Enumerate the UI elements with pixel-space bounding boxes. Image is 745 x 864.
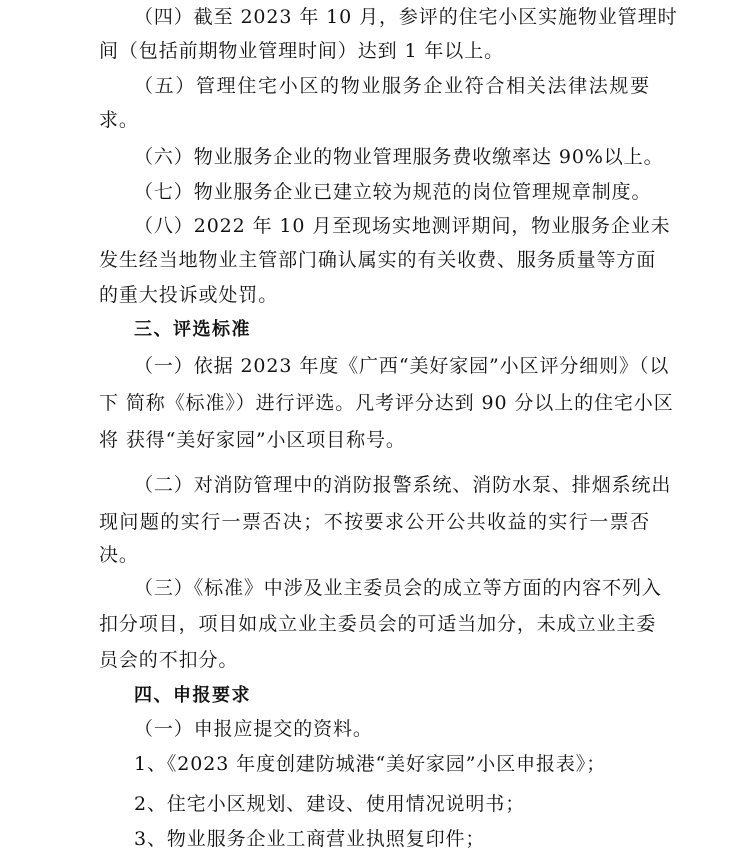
criteria-3-line-1: （三）《标准》中涉及业主委员会的成立等方面的内容不列入 [134,577,662,599]
criteria-1-line-2: 下 简称《标准》）进行评选。凡考评分达到 90 分以上的住宅小区 [99,392,674,414]
section-heading-4: 四、申报要求 [134,685,251,706]
paragraph-4-line-1: （四）截至 2023 年 10 月，参评的住宅小区实施物业管理时 [134,6,678,28]
paragraph-5-line-1: （五）管理住宅小区的物业服务企业符合相关法律法规要 [134,75,650,97]
paragraph-7: （七）物业服务企业已建立较为规范的岗位管理规章制度。 [134,181,652,203]
paragraph-8-line-2: 发生经当地物业主管部门确认属实的有关收费、服务质量等方面 [99,249,657,271]
criteria-2-line-3: 决。 [99,544,139,566]
required-document-2: 2、住宅小区规划、建设、使用情况说明书； [134,793,526,815]
paragraph-5-line-2: 求。 [99,109,139,131]
section-heading-3: 三、评选标准 [134,319,251,340]
paragraph-6: （六）物业服务企业的物业管理服务费收缴率达 90%以上。 [134,146,664,168]
required-document-3: 3、物业服务企业工商营业执照复印件； [134,828,486,850]
paragraph-4-line-2: 间（包括前期物业管理时间）达到 1 年以上。 [99,40,504,62]
paragraph-8-line-3: 的重大投诉或处罚。 [99,284,279,306]
criteria-1-line-3: 将 获得“美好家园”小区项目称号。 [99,429,406,451]
criteria-3-line-3: 员会的不扣分。 [99,649,239,671]
criteria-2-line-1: （二）对消防管理中的消防报警系统、消防水泵、排烟系统出 [134,474,672,496]
required-document-1: 1、《2023 年度创建防城港“美好家园”小区申报表》； [134,753,607,775]
requirement-1: （一）申报应提交的资料。 [134,718,373,740]
criteria-1-line-1: （一）依据 2023 年度《广西“美好家园”小区评分细则》（以 [134,355,670,377]
criteria-2-line-2: 现问题的实行一票否决；不按要求公开公共收益的实行一票否 [99,511,650,533]
paragraph-8-line-1: （八）2022 年 10 月至现场实地测评期间，物业服务企业未 [134,215,671,237]
criteria-3-line-2: 扣分项目，项目如成立业主委员会的可适当加分，未成立业主委 [99,613,657,635]
